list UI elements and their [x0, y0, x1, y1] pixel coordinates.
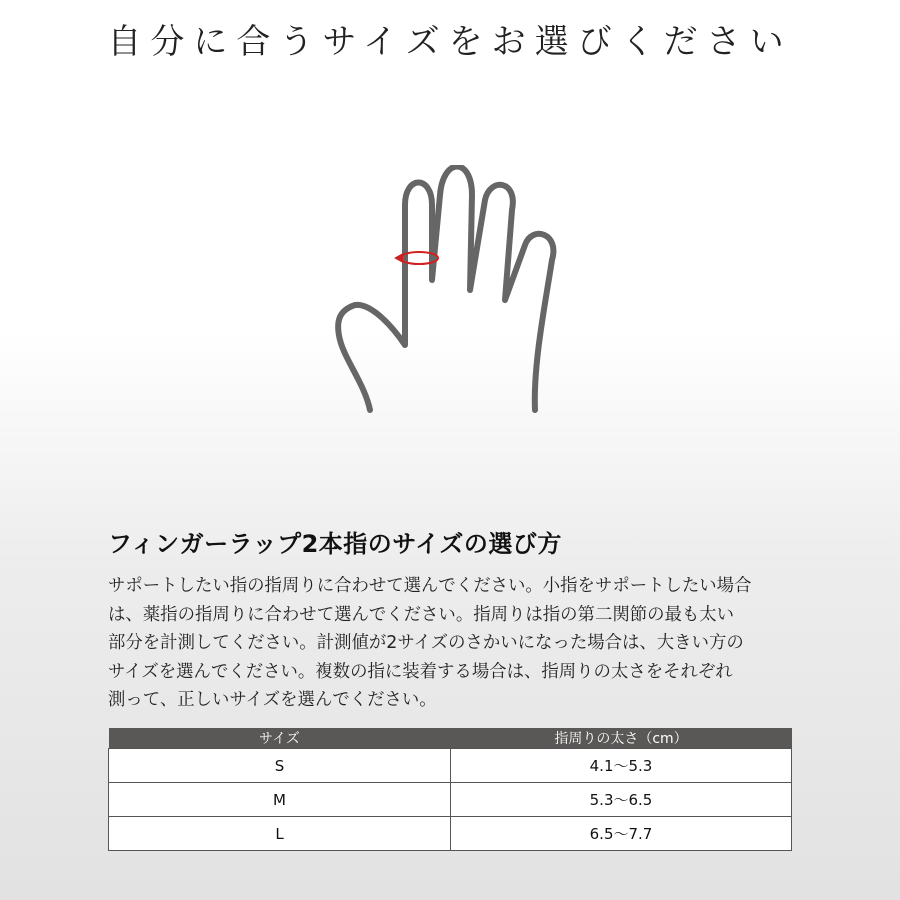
hand-outline-icon	[338, 167, 553, 411]
table-header-row	[109, 728, 792, 749]
instructions-text	[108, 572, 808, 715]
page-title: 自分に合うサイズをお選びください	[107, 22, 793, 62]
header-size: サイズ	[109, 728, 451, 749]
instructions-line: 部分を計測してください。計測値が2サイズのさかいになった場合は、大きい方の	[108, 633, 744, 654]
hand-outline-illustration	[320, 165, 580, 420]
table-row	[109, 783, 792, 817]
section-heading: フィンガーラップ2本指のサイズの選び方	[108, 530, 562, 558]
size-table	[108, 728, 792, 851]
range-cell: 5.3〜6.5	[451, 783, 792, 817]
size-cell: S	[109, 749, 451, 783]
instructions-line: サポートしたい指の指周りに合わせて選んでください。小指をサポートしたい場合	[108, 576, 752, 596]
instructions-line: は、薬指の指周りに合わせて選んでください。指周りは指の第二関節の最も太い	[108, 604, 735, 625]
instructions-line: 測って、正しいサイズを選んでください。	[108, 690, 437, 711]
table-row	[109, 749, 792, 783]
header-circumference: 指周りの太さ（cm）	[451, 728, 792, 749]
range-cell: 6.5〜7.7	[451, 817, 792, 851]
instructions-line: サイズを選んでください。複数の指に装着する場合は、指周りの太さをそれぞれ	[108, 661, 733, 682]
size-cell: L	[109, 817, 451, 851]
size-cell: M	[109, 783, 451, 817]
table-row	[109, 817, 792, 851]
range-cell: 4.1〜5.3	[451, 749, 792, 783]
ring-arrow-icon	[394, 253, 403, 263]
